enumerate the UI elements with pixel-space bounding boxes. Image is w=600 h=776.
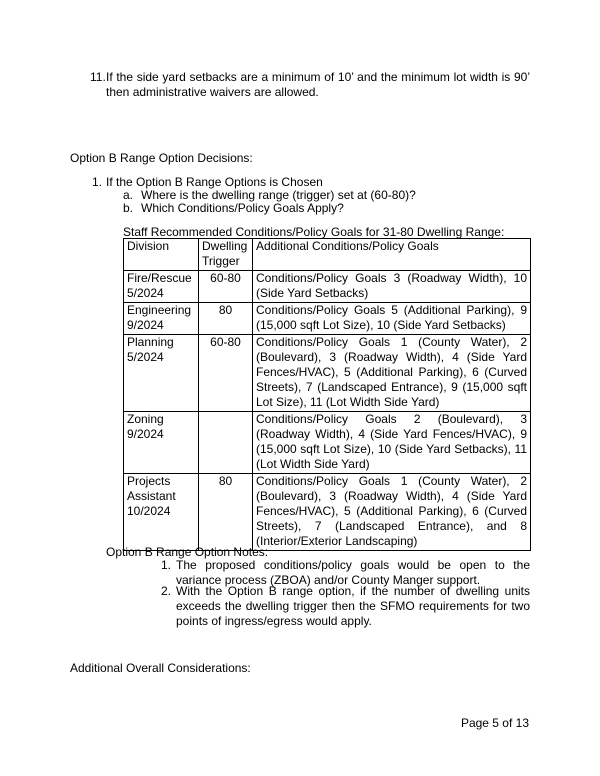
note-1-text: The proposed conditions/policy goals would be open to the variance process (ZBOA) and/or County Manger support.	[176, 558, 530, 587]
table-row	[124, 474, 531, 551]
trigger-cell: 60-80	[199, 271, 253, 303]
header-additional-goals: Additional Conditions/Policy Goals	[253, 239, 531, 271]
note-2-text: With the Option B range option, if the number of dwelling units exceeds the dwelling trigger then the SFMO requirements for two points of ingress/egress would apply.	[176, 584, 530, 628]
division-cell: Zoning 9/2024	[124, 412, 199, 474]
trigger-cell: 80	[199, 474, 253, 551]
item-11-number: 11.	[90, 70, 106, 84]
trigger-cell: 60-80	[199, 335, 253, 412]
trigger-cell	[199, 412, 253, 474]
goals-cell: Conditions/Policy Goals 5 (Additional Parking), 9 (15,000 sqft Lot Size), 10 (Side Yard Setbacks)	[253, 303, 531, 335]
division-cell: Engineering 9/2024	[124, 303, 199, 335]
division-cell: Projects Assistant 10/2024	[124, 474, 199, 551]
notes-heading: Option B Range Option Notes:	[106, 545, 269, 559]
note-2-number: 2.	[161, 584, 172, 598]
item-11-text: If the side yard setbacks are a minimum of 10’ and the minimum lot width is 90’ then administrative waivers are allowed.	[106, 70, 530, 99]
table-header-row	[124, 239, 531, 271]
decision-1-number: 1.	[92, 175, 103, 189]
decision-1-text: If the Option B Range Options is Chosen	[106, 175, 323, 189]
trigger-cell: 80	[199, 303, 253, 335]
decision-1a-text: Where is the dwelling range (trigger) set at (60-80)?	[141, 188, 416, 202]
goals-cell: Conditions/Policy Goals 1 (County Water), 2 (Boulevard), 3 (Roadway Width), 4 (Side Yard Fences/HVAC), 5 (Additional Parking), 6 (Curved Streets), 7 (Landscaped Entrance), and 8 (Interior/Exterior Landscaping)	[253, 474, 531, 551]
division-cell: Fire/Rescue 5/2024	[124, 271, 199, 303]
note-1-number: 1.	[161, 558, 172, 572]
table-row	[124, 271, 531, 303]
goals-cell: Conditions/Policy Goals 3 (Roadway Width), 10 (Side Yard Setbacks)	[253, 271, 531, 303]
conditions-table	[123, 238, 531, 551]
additional-considerations-heading: Additional Overall Considerations:	[70, 661, 251, 675]
goals-cell: Conditions/Policy Goals 2 (Boulevard), 3 (Roadway Width), 4 (Side Yard Fences/HVAC), 9 (15,000 sqft Lot Size), 10 (Side Yard Setbacks), 11 (Lot Width Side Yard)	[253, 412, 531, 474]
table-row	[124, 335, 531, 412]
division-cell: Planning 5/2024	[124, 335, 199, 412]
page-number: Page 5 of 13	[460, 716, 529, 730]
decision-1a-letter: a.	[123, 188, 134, 202]
decision-1b-letter: b.	[123, 201, 134, 215]
goals-cell: Conditions/Policy Goals 1 (County Water), 2 (Boulevard), 3 (Roadway Width), 4 (Side Yard Fences/HVAC), 5 (Additional Parking), 6 (Curved Streets), 7 (Landscaped Entrance), 9 (15,000 sqft Lot Size), 11 (Lot Width Side Yard)	[253, 335, 531, 412]
header-dwelling-trigger: Dwelling Trigger	[199, 239, 253, 271]
header-division: Division	[124, 239, 199, 271]
table-row	[124, 303, 531, 335]
table-caption: Staff Recommended Conditions/Policy Goals for 31-80 Dwelling Range:	[123, 225, 505, 239]
table-row	[124, 412, 531, 474]
option-b-heading: Option B Range Option Decisions:	[70, 151, 253, 165]
decision-1b-text: Which Conditions/Policy Goals Apply?	[141, 201, 344, 215]
